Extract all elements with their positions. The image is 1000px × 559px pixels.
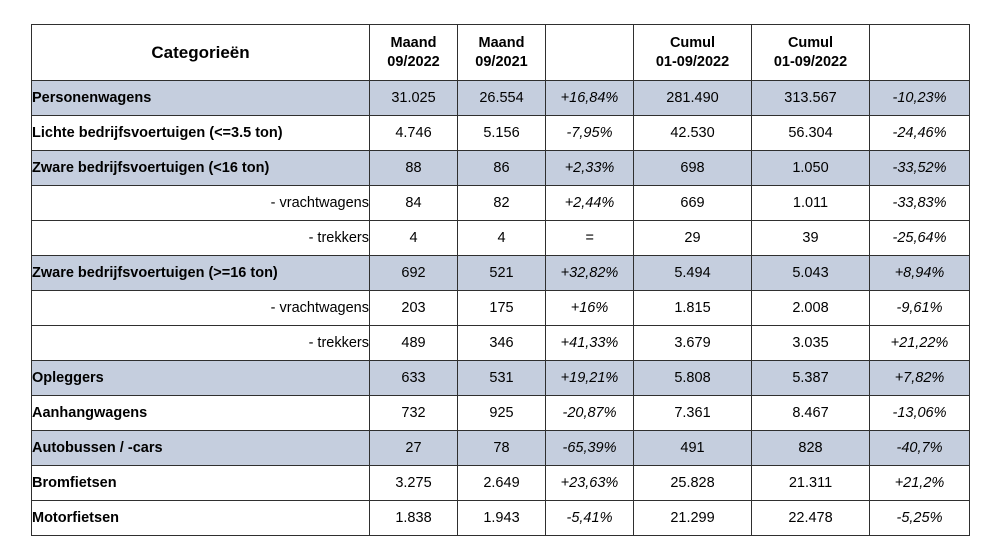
column-header-month-2021 — [458, 25, 546, 81]
cell-value: 25.828 — [634, 466, 752, 501]
header-line: Categorieën — [151, 42, 250, 62]
cell-value: 5.387 — [752, 361, 870, 396]
table-row — [32, 116, 970, 151]
header-row — [32, 25, 970, 81]
table-row — [32, 291, 970, 326]
cell-value: 4 — [370, 221, 458, 256]
cell-percent: -5,41% — [546, 501, 634, 536]
row-label: Motorfietsen — [32, 501, 370, 536]
header-line: Cumul — [669, 35, 716, 52]
table-row — [32, 396, 970, 431]
cell-percent: +2,44% — [546, 186, 634, 221]
cell-value: 633 — [370, 361, 458, 396]
header-line: 01-09/2022 — [773, 53, 848, 70]
header-line: Maand — [390, 35, 437, 52]
table-row — [32, 81, 970, 116]
cell-value: 491 — [634, 431, 752, 466]
cell-value: 88 — [370, 151, 458, 186]
cell-percent: +2,33% — [546, 151, 634, 186]
row-label: Aanhangwagens — [32, 396, 370, 431]
cell-value: 925 — [458, 396, 546, 431]
table-row — [32, 466, 970, 501]
cell-percent: -7,95% — [546, 116, 634, 151]
table-row — [32, 186, 970, 221]
cell-value: 1.838 — [370, 501, 458, 536]
vehicle-registrations-table — [31, 24, 970, 536]
column-header-month-change — [546, 25, 634, 81]
cell-value: 3.035 — [752, 326, 870, 361]
cell-percent: -5,25% — [870, 501, 970, 536]
column-header-categories — [32, 25, 370, 81]
cell-value: 3.275 — [370, 466, 458, 501]
cell-value: 489 — [370, 326, 458, 361]
row-label: Zware bedrijfsvoertuigen (<16 ton) — [32, 151, 370, 186]
cell-value: 21.311 — [752, 466, 870, 501]
cell-percent: -20,87% — [546, 396, 634, 431]
cell-value: 1.050 — [752, 151, 870, 186]
cell-value: 31.025 — [370, 81, 458, 116]
cell-value: 8.467 — [752, 396, 870, 431]
cell-value: 27 — [370, 431, 458, 466]
cell-value: 29 — [634, 221, 752, 256]
cell-percent: +32,82% — [546, 256, 634, 291]
row-sublabel: - vrachtwagens — [32, 291, 370, 326]
row-label: Personenwagens — [32, 81, 370, 116]
cell-value: 5.808 — [634, 361, 752, 396]
header-line: Maand — [478, 35, 525, 52]
table-row — [32, 431, 970, 466]
cell-value: 531 — [458, 361, 546, 396]
cell-value: 21.299 — [634, 501, 752, 536]
cell-value: 56.304 — [752, 116, 870, 151]
table-header — [32, 25, 970, 81]
cell-percent: -65,39% — [546, 431, 634, 466]
row-label: Bromfietsen — [32, 466, 370, 501]
cell-percent: +41,33% — [546, 326, 634, 361]
header-line: 01-09/2022 — [655, 53, 730, 70]
table-row — [32, 151, 970, 186]
cell-value: 175 — [458, 291, 546, 326]
row-label: Opleggers — [32, 361, 370, 396]
cell-percent: -10,23% — [870, 81, 970, 116]
cell-percent: +8,94% — [870, 256, 970, 291]
table-body — [32, 81, 970, 536]
table-row — [32, 326, 970, 361]
cell-value: 313.567 — [752, 81, 870, 116]
cell-percent: = — [546, 221, 634, 256]
row-label: Autobussen / -cars — [32, 431, 370, 466]
cell-value: 732 — [370, 396, 458, 431]
cell-value: 3.679 — [634, 326, 752, 361]
cell-percent: +16% — [546, 291, 634, 326]
cell-value: 7.361 — [634, 396, 752, 431]
cell-value: 346 — [458, 326, 546, 361]
cell-value: 1.943 — [458, 501, 546, 536]
cell-percent: -13,06% — [870, 396, 970, 431]
column-header-month-2022 — [370, 25, 458, 81]
cell-percent: +23,63% — [546, 466, 634, 501]
cell-value: 39 — [752, 221, 870, 256]
row-sublabel: - trekkers — [32, 221, 370, 256]
cell-percent: -25,64% — [870, 221, 970, 256]
cell-percent: +21,22% — [870, 326, 970, 361]
row-label: Zware bedrijfsvoertuigen (>=16 ton) — [32, 256, 370, 291]
cell-value: 669 — [634, 186, 752, 221]
cell-percent: +7,82% — [870, 361, 970, 396]
table-row — [32, 256, 970, 291]
cell-percent: +21,2% — [870, 466, 970, 501]
cell-value: 828 — [752, 431, 870, 466]
cell-value: 521 — [458, 256, 546, 291]
cell-percent: -33,52% — [870, 151, 970, 186]
cell-value: 692 — [370, 256, 458, 291]
table-row — [32, 361, 970, 396]
cell-value: 86 — [458, 151, 546, 186]
cell-percent: -9,61% — [870, 291, 970, 326]
cell-value: 22.478 — [752, 501, 870, 536]
column-header-cumul-2021 — [752, 25, 870, 81]
row-label: Lichte bedrijfsvoertuigen (<=3.5 ton) — [32, 116, 370, 151]
cell-percent: -24,46% — [870, 116, 970, 151]
cell-value: 78 — [458, 431, 546, 466]
cell-value: 82 — [458, 186, 546, 221]
cell-percent: -40,7% — [870, 431, 970, 466]
cell-value: 5.043 — [752, 256, 870, 291]
cell-percent: -33,83% — [870, 186, 970, 221]
cell-value: 4.746 — [370, 116, 458, 151]
header-line: 09/2022 — [387, 53, 440, 70]
cell-value: 2.649 — [458, 466, 546, 501]
cell-value: 4 — [458, 221, 546, 256]
cell-value: 5.156 — [458, 116, 546, 151]
row-sublabel: - trekkers — [32, 326, 370, 361]
cell-value: 698 — [634, 151, 752, 186]
cell-percent: +16,84% — [546, 81, 634, 116]
header-line: 09/2021 — [475, 53, 528, 70]
cell-value: 281.490 — [634, 81, 752, 116]
cell-value: 1.815 — [634, 291, 752, 326]
cell-value: 42.530 — [634, 116, 752, 151]
cell-percent: +19,21% — [546, 361, 634, 396]
row-sublabel: - vrachtwagens — [32, 186, 370, 221]
table-row — [32, 221, 970, 256]
table-row — [32, 501, 970, 536]
cell-value: 5.494 — [634, 256, 752, 291]
cell-value: 84 — [370, 186, 458, 221]
column-header-cumul-2022 — [634, 25, 752, 81]
header-line: Cumul — [787, 35, 834, 52]
cell-value: 203 — [370, 291, 458, 326]
cell-value: 1.011 — [752, 186, 870, 221]
cell-value: 26.554 — [458, 81, 546, 116]
column-header-cumul-change — [870, 25, 970, 81]
cell-value: 2.008 — [752, 291, 870, 326]
